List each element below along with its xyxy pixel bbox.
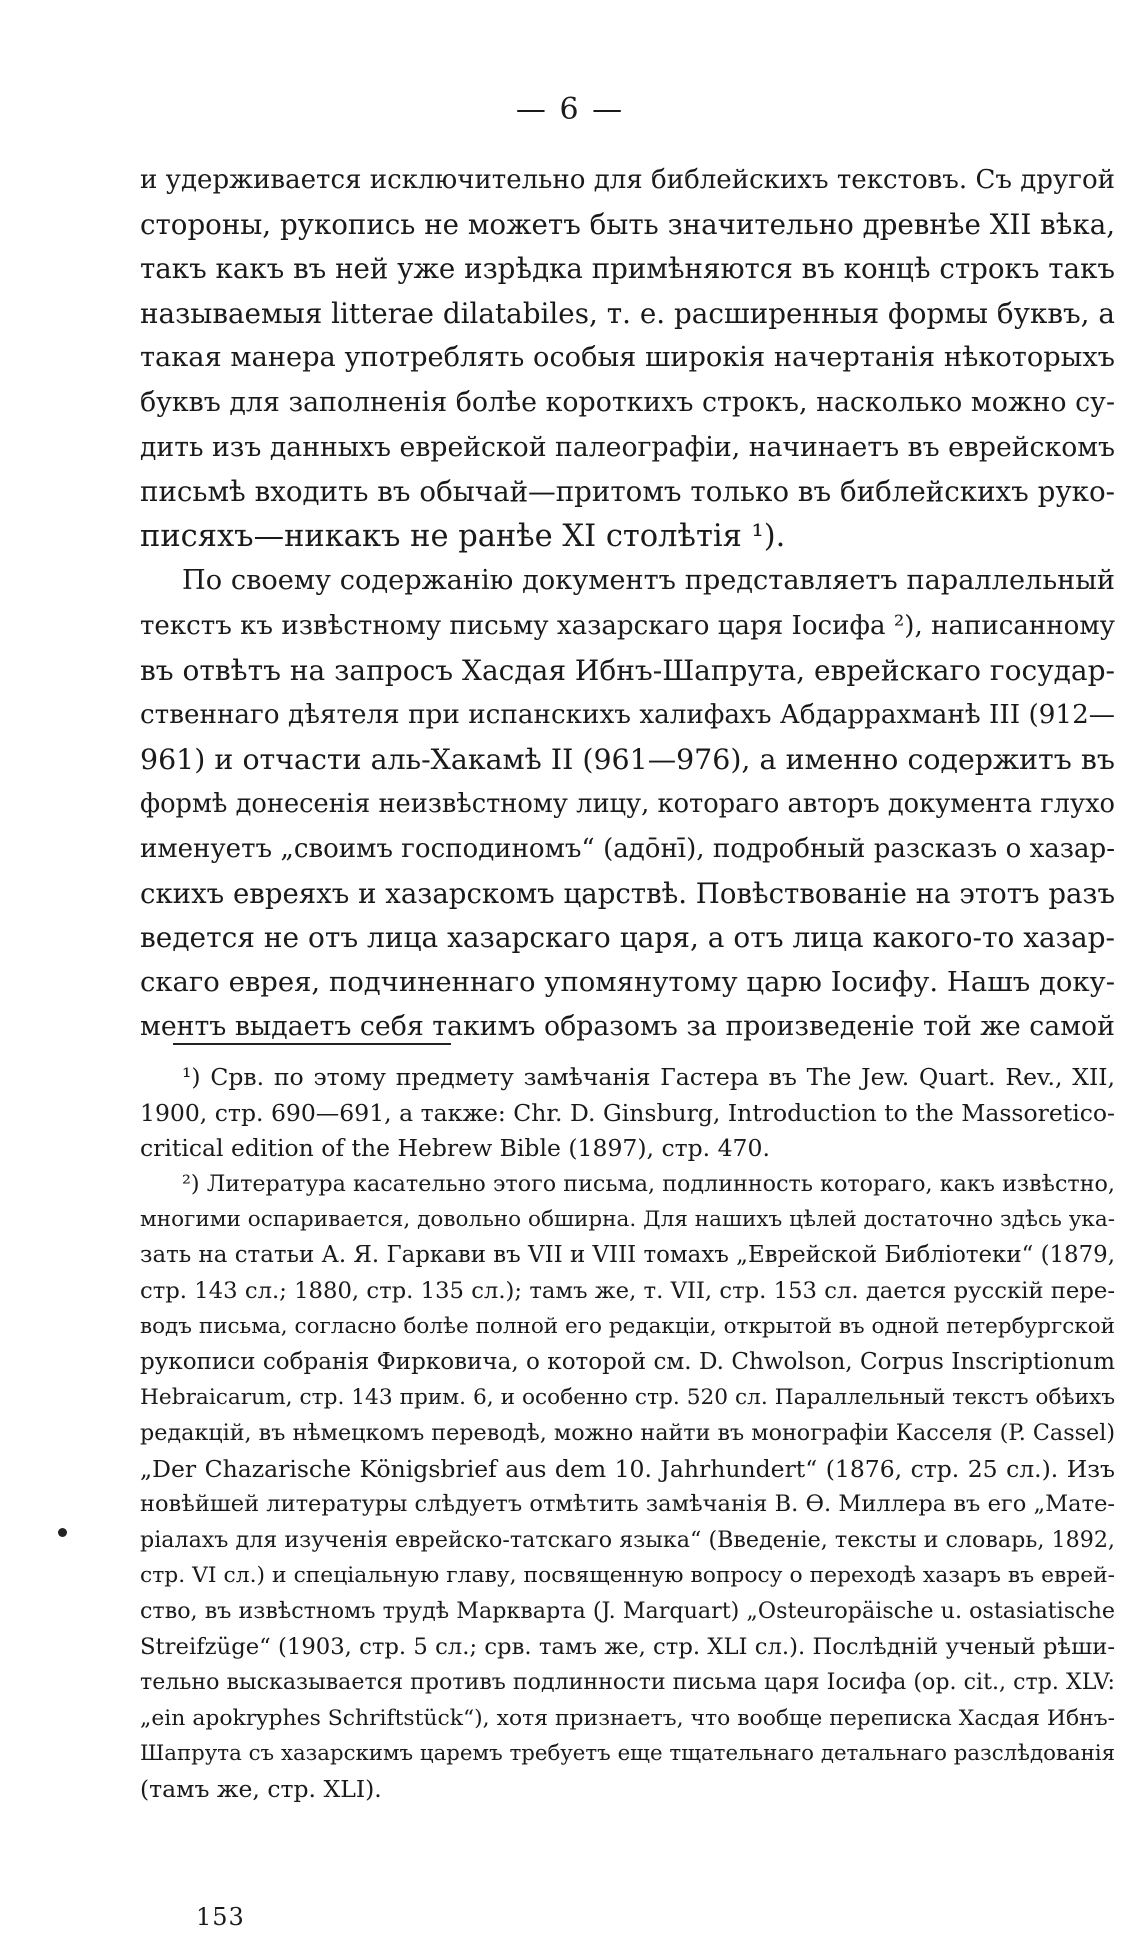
footnote-line: 1900, стр. 690—691, а также: Chr. D. Ginsburg, Introduction to the Massoretico- [140,1098,1115,1127]
text-line: писяхъ—никакъ не ранѣе XI столѣтія ¹). [140,518,786,554]
text-line: 961) и отчасти аль-Хакамѣ II (961—976), а именно содержитъ въ [140,742,1115,776]
footnote-line: „Der Chazarische Königsbrief aus dem 10. Jahrhundert“ (1876, стр. 25 сл.). Изъ [140,1454,1115,1483]
footnote-line: critical edition of the Hebrew Bible (1897), стр. 470. [140,1134,770,1163]
footnote-line: тельно высказывается противъ подлинности письма царя Іосифа (op. cit., стр. XLV: [140,1669,1115,1696]
text-line: скихъ евреяхъ и хазарскомъ царствѣ. Повѣствованіе на этотъ разъ [140,876,1115,910]
text-line: такая манера употреблять особыя широкія начертанія нѣкоторыхъ [140,342,1115,374]
footnote-line: ство, въ извѣстномъ трудѣ Маркварта (J. Marquart) „Osteuropäische u. ostasiatische [140,1597,1115,1624]
footnote-line: новѣйшей литературы слѣдуетъ отмѣтить замѣчанія В. Ѳ. Миллера въ его „Мате- [140,1491,1115,1518]
text-line: По своему содержанію документъ представляетъ параллельный [182,565,1115,597]
text-line: ственнаго дѣятеля при испанскихъ халифахъ Абдаррахманѣ III (912— [140,700,1115,731]
text-line: дить изъ данныхъ еврейской палеографіи, начинаетъ въ еврейскомъ [140,431,1115,463]
text-line: и удерживается исключительно для библейскихъ текстовъ. Съ другой [140,165,1115,195]
footnote-line: ²) Литература касательно этого письма, подлинность котораго, какъ извѣстно, [182,1170,1115,1197]
footnote-divider [173,1043,451,1045]
text-line: въ отвѣтъ на запросъ Хасдая Ибнъ-Шапрута, еврейскаго государ- [140,653,1115,687]
signature-mark: 153 [196,1903,245,1931]
footnote-line: ріалахъ для изученія еврейско-татскаго языка“ (Введеніе, тексты и словарь, 1892, [140,1526,1115,1553]
text-line: письмѣ входить въ обычай—притомъ только въ библейскихъ руко- [140,475,1115,509]
text-line: именуетъ „своимъ господиномъ“ (адōнī), подробный разсказъ о хазар- [140,833,1115,864]
footnote-line: редакцій, въ нѣмецкомъ переводѣ, можно найти въ монографіи Касселя (P. Cassel) [140,1419,1115,1446]
text-line: буквъ для заполненія болѣе короткихъ строкъ, насколько можно су- [140,386,1115,418]
page-number: — 6 — [515,92,625,127]
text-line: текстъ къ извѣстному письму хазарскаго царя Іосифа ²), написанному [140,610,1115,641]
text-line: формѣ донесенія неизвѣстному лицу, котораго авторъ документа глухо [140,789,1115,820]
footnote-line: „ein apokryphes Schriftstück“), хотя признаетъ, что вообще переписка Хасдая Ибнъ- [140,1705,1115,1731]
text-line: называемыя litterae dilatabiles, т. е. расширенныя формы буквъ, а [140,296,1115,330]
footnote-line: (тамъ же, стр. XLI). [140,1774,382,1803]
footnote-line: рукописи собранія Фирковича, о которой см. D. Chwolson, Corpus Inscriptionum [140,1348,1115,1375]
footnote-line: водъ письма, согласно болѣе полной его редакціи, открытой въ одной петербургской [140,1314,1115,1340]
footnote-line: Streifzüge“ (1903, стр. 5 сл.; срв. тамъ же, стр. XLI сл.). Послѣдній ученый рѣши- [140,1633,1115,1660]
footnotes [140,1060,1115,1807]
text-line: такъ какъ въ ней уже изрѣдка примѣняются въ концѣ строкъ такъ [140,252,1115,286]
margin-dot [58,1528,67,1537]
footnote-line: ¹) Срв. по этому предмету замѣчанія Гастера въ The Jew. Quart. Rev., XII, [182,1063,1115,1091]
footnote-line: стр. VI сл.) и спеціальную главу, посвященную вопросу о переходѣ хазаръ въ еврей- [140,1563,1115,1589]
text-line: ведется не отъ лица хазарскаго царя, а отъ лица какого-то хазар- [140,921,1115,955]
text-line: ментъ выдаетъ себя такимъ образомъ за произведеніе той же самой [140,1011,1115,1043]
text-line: скаго еврея, подчиненнаго упомянутому царю Іосифу. Нашъ доку- [140,966,1115,998]
footnote-line: Шапрута съ хазарскимъ царемъ требуетъ еще тщательнаго детальнаго разслѣдованія [140,1741,1115,1767]
main-text [140,158,1115,1050]
footnote-line: Hebraicarum, стр. 143 прим. 6, и особенно стр. 520 сл. Параллельный текстъ обѣихъ [140,1385,1115,1411]
footnote-line: стр. 143 сл.; 1880, стр. 135 сл.); тамъ же, т. VII, стр. 153 сл. дается русскій пере- [140,1277,1115,1304]
footnote-line: многими оспаривается, довольно обширна. Для нашихъ цѣлей достаточно здѣсь ука- [140,1207,1115,1233]
footnote-line: зать на статьи А. Я. Гаркави въ VII и VIII томахъ „Еврейской Библіотеки“ (1879, [140,1241,1115,1268]
text-line: стороны, рукопись не можетъ быть значительно древнѣе XII вѣка, [140,207,1115,241]
